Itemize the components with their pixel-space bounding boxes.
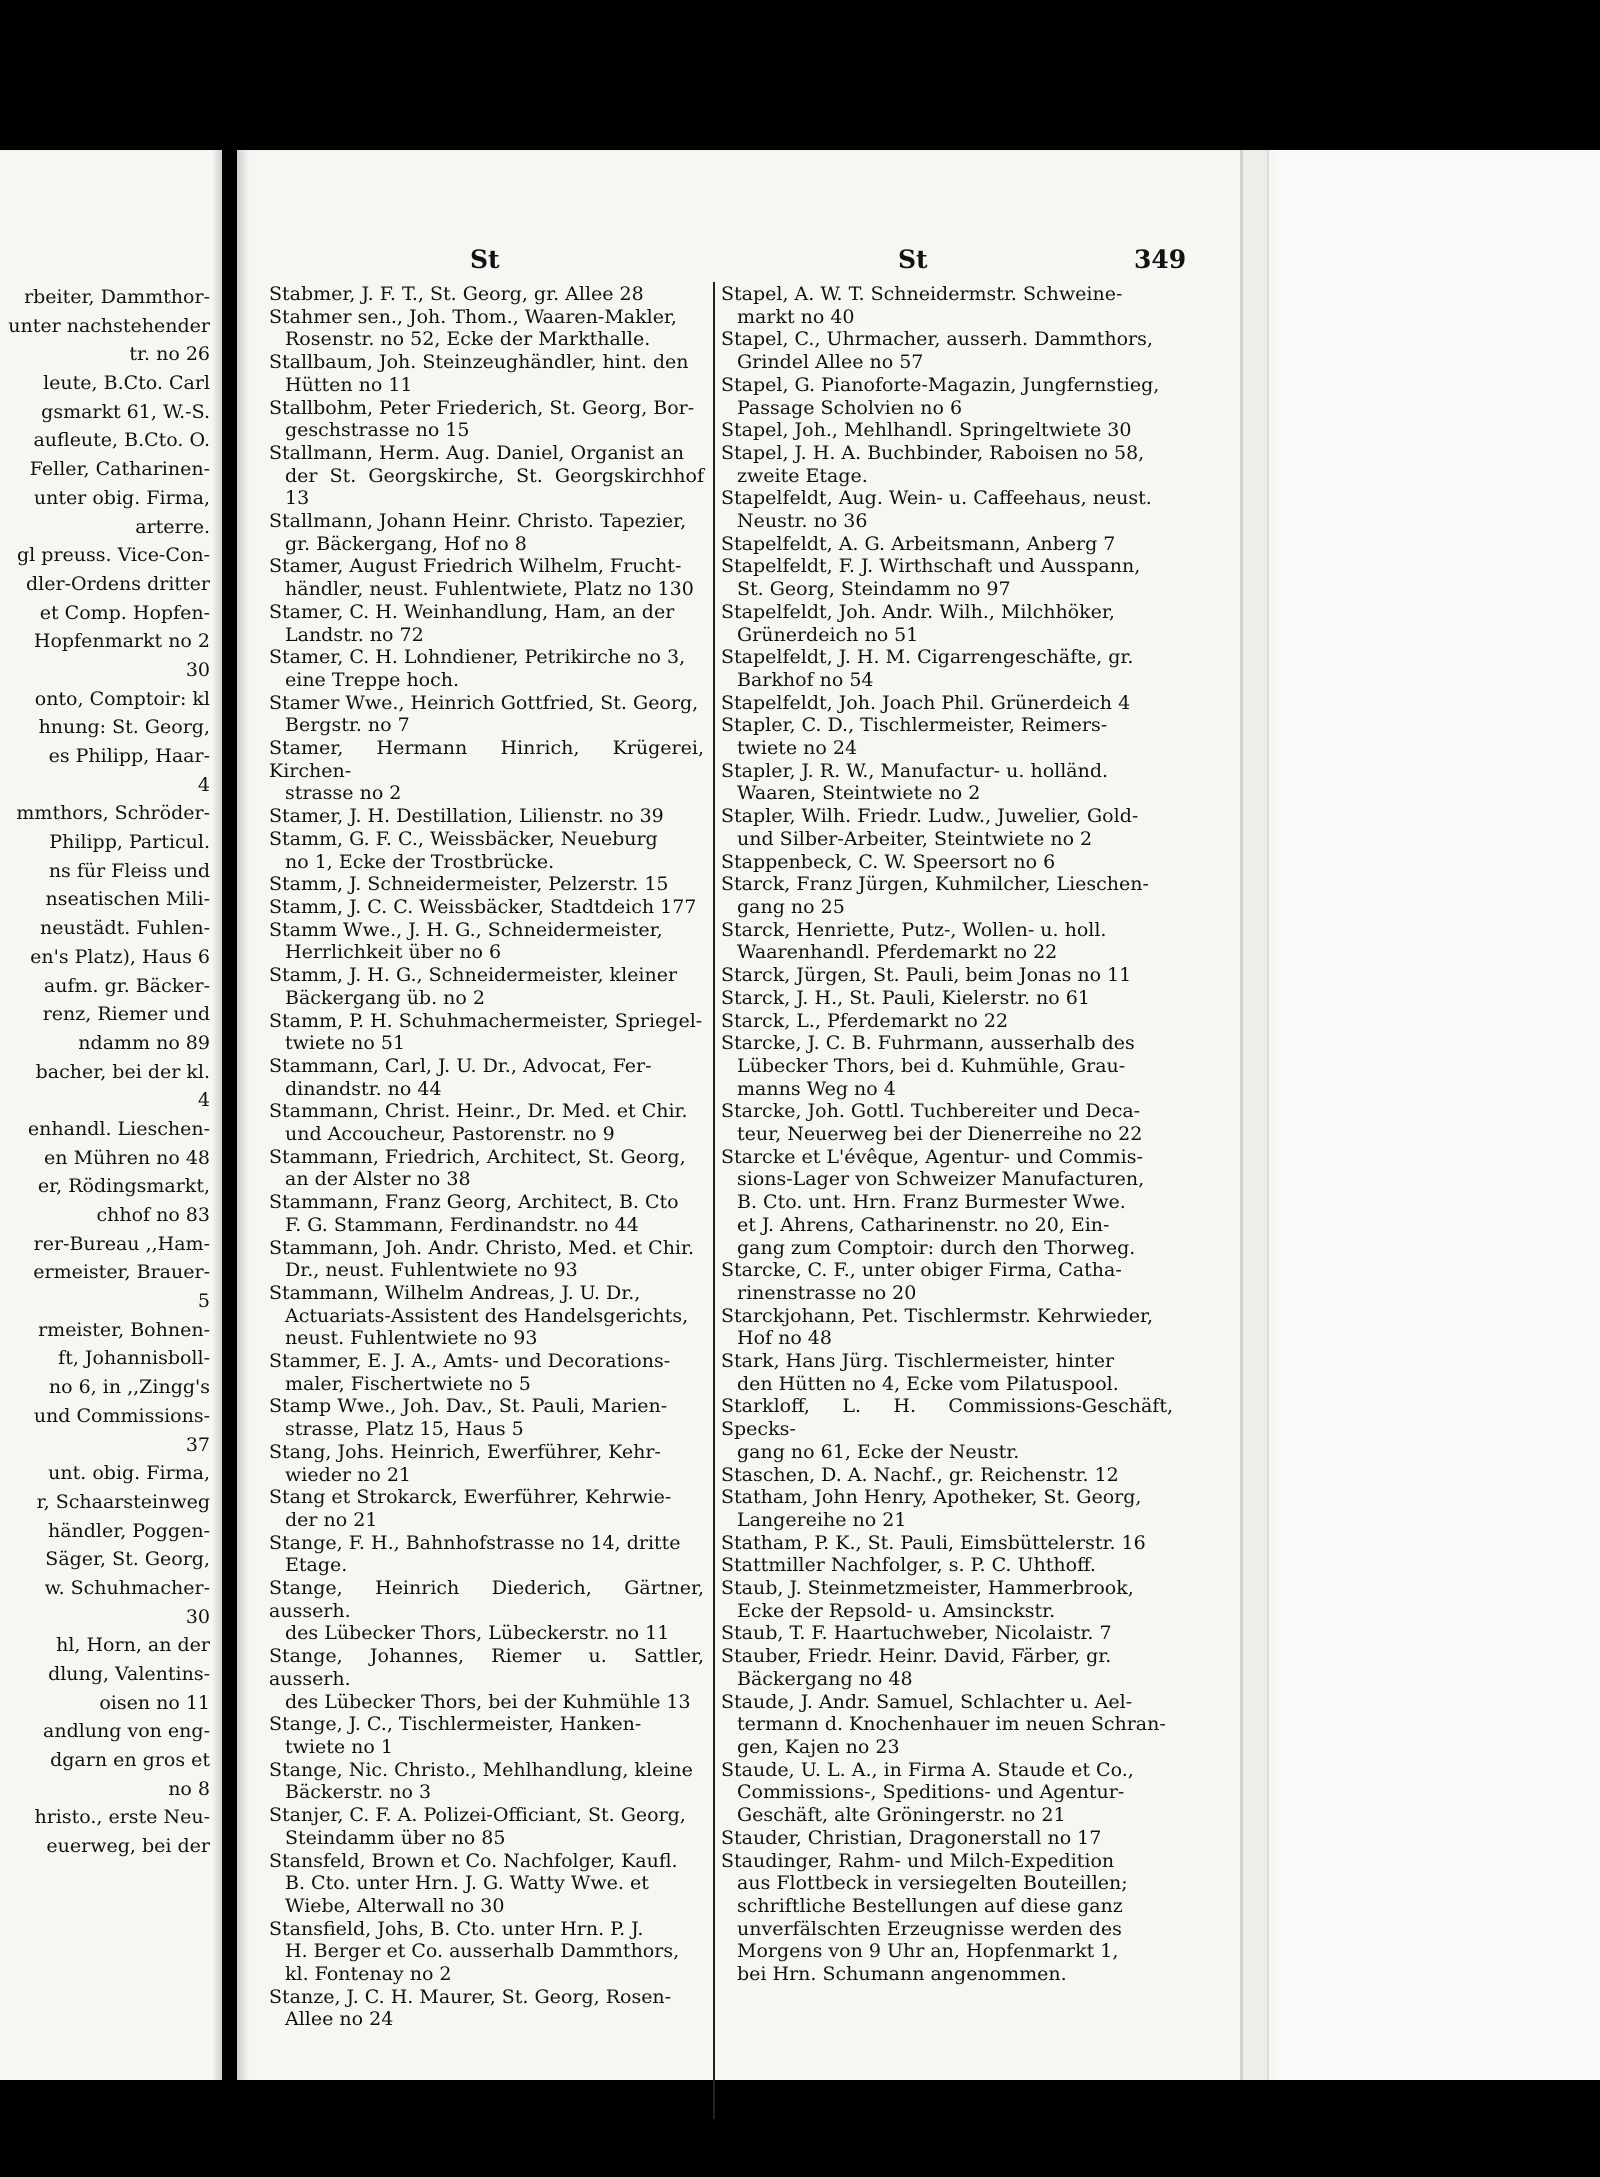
left-page-line: ns für Fleiss und: [48, 859, 210, 882]
directory-entry: [721, 1532, 1173, 1555]
directory-entry: [269, 351, 704, 396]
entry-head: Stallmann, Johann Heinr. Christo. Tapezier,: [269, 510, 687, 533]
entry-head: Starck, L., Pferdemarkt no 22: [721, 1009, 1009, 1032]
entry-continuation: eine Treppe hoch.: [285, 668, 460, 691]
entry-head: Stammann, Christ. Heinr., Dr. Med. et Chir.: [269, 1100, 688, 1123]
left-page-line: hristo., erste Neu-: [34, 1806, 210, 1829]
left-page-line: gsmarkt 61, W.-S.: [41, 400, 210, 423]
entry-head: Stammann, Carl, J. U. Dr., Advocat, Fer-: [269, 1054, 652, 1077]
entry-continuation: Geschäft, alte Gröningerstr. no 21: [737, 1804, 1066, 1827]
entry-continuation: gang zum Comptoir: durch den Thorweg.: [737, 1236, 1136, 1259]
directory-entry: [721, 1100, 1173, 1145]
entry-head: Starcke et L'évêque, Agentur- und Commis-: [721, 1145, 1143, 1168]
directory-entry: [269, 1645, 704, 1713]
entry-continuation: Commissions-, Speditions- und Agentur-: [737, 1781, 1125, 1804]
entry-head: Starck, Henriette, Putz-, Wollen- u. holl.: [721, 918, 1107, 941]
directory-entry: [269, 1532, 704, 1577]
page-edge: [1240, 150, 1243, 2080]
entry-head: Stallbaum, Joh. Steinzeughändler, hint. den: [269, 351, 689, 374]
left-page-line: rer-Bureau ,,Ham-: [33, 1232, 210, 1255]
directory-entry: [269, 1350, 704, 1395]
left-page-line: ft, Johannisboll-: [58, 1347, 210, 1370]
directory-entry: [721, 1691, 1173, 1759]
entry-continuation: Ecke der Repsold- u. Amsinckstr.: [737, 1599, 1056, 1622]
left-page-line: ermeister, Brauer-: [33, 1261, 210, 1284]
entry-continuation: dinandstr. no 44: [285, 1077, 442, 1100]
directory-entry: [721, 601, 1173, 646]
entry-continuation: wieder no 21: [285, 1463, 412, 1486]
directory-entry: [269, 1804, 704, 1849]
directory-entry: [721, 919, 1173, 964]
entry-head: Stamp Wwe., Joh. Dav., St. Pauli, Marien-: [269, 1395, 668, 1418]
directory-entry: [269, 555, 704, 600]
directory-entry: [721, 1395, 1173, 1463]
entry-head: Stange, Johannes, Riemer u. Sattler, ausserh.: [269, 1645, 704, 1690]
entry-head: Staude, J. Andr. Samuel, Schlachter u. Ael-: [721, 1690, 1133, 1713]
left-page-line: arterre.: [135, 515, 210, 538]
entry-head: Stapel, G. Pianoforte-Magazin, Jungfernstieg,: [721, 373, 1160, 396]
left-page-line: chhof no 83: [96, 1204, 210, 1226]
directory-entry: [269, 283, 704, 306]
entry-head: Stapler, C. D., Tischlermeister, Reimers-: [721, 714, 1108, 737]
entry-continuation: Neustr. no 36: [737, 510, 868, 533]
directory-entry: [269, 1441, 704, 1486]
gutter-shadow: [237, 150, 249, 2080]
directory-entry: [269, 1918, 704, 1986]
entry-continuation: schriftliche Bestellungen auf diese ganz: [737, 1894, 1123, 1917]
entry-continuation: bei Hrn. Schumann angenommen.: [737, 1963, 1067, 1986]
entry-head: Stapelfeldt, Aug. Wein- u. Caffeehaus, neust.: [721, 487, 1152, 510]
entry-continuation: gr. Bäckergang, Hof no 8: [285, 532, 527, 555]
entry-head: Stapel, C., Uhrmacher, ausserh. Dammthors,: [721, 328, 1153, 351]
directory-entry: [721, 374, 1173, 419]
entry-continuation: Grindel Allee no 57: [737, 351, 924, 374]
entry-continuation: des Lübecker Thors, bei der Kuhmühle 13: [285, 1690, 691, 1713]
entry-continuation: Steindamm über no 85: [285, 1826, 506, 1849]
entry-head: Stark, Hans Jürg. Tischlermeister, hinter: [721, 1350, 1115, 1373]
entry-head: Stammann, Joh. Andr. Christo, Med. et Chir.: [269, 1236, 695, 1259]
entry-continuation: geschstrasse no 15: [285, 419, 470, 442]
directory-entry: [721, 328, 1173, 373]
left-page-line: rmeister, Bohnen-: [38, 1318, 210, 1341]
directory-entry: [721, 1146, 1173, 1260]
directory-entry: [721, 1759, 1173, 1827]
entry-head: Stapel, J. H. A. Buchbinder, Raboisen no 58,: [721, 441, 1145, 464]
entry-continuation: aus Flottbeck in versiegelten Bouteillen;: [737, 1872, 1128, 1895]
entry-head: Stamer, Hermann Hinrich, Krügerei, Kirchen-: [269, 737, 704, 782]
left-page-line: ndamm no 89: [78, 1031, 210, 1054]
entry-continuation: unverfälschten Erzeugnisse werden des: [737, 1917, 1122, 1940]
left-page-line: renz, Riemer und: [42, 1003, 210, 1026]
directory-entry: [269, 1237, 704, 1282]
directory-entry: [721, 555, 1173, 600]
entry-continuation: Dr., neust. Fuhlentwiete no 93: [285, 1259, 578, 1282]
directory-entry: [269, 1146, 704, 1191]
directory-entry: [269, 964, 704, 1009]
left-page-line: rbeiter, Dammthor-: [24, 286, 210, 308]
entry-continuation: markt no 40: [737, 305, 855, 328]
left-page-line: neustädt. Fuhlen-: [40, 917, 210, 940]
entry-continuation: teur, Neuerweg bei der Dienerreihe no 22: [737, 1123, 1143, 1146]
entry-continuation: H. Berger et Co. ausserhalb Dammthors,: [285, 1940, 680, 1963]
directory-entry: [721, 646, 1173, 691]
directory-entry: [721, 760, 1173, 805]
directory-entry: [269, 805, 704, 828]
directory-entry: [721, 1577, 1173, 1622]
entry-continuation: Etage.: [285, 1554, 348, 1577]
directory-entry: [721, 283, 1173, 328]
entry-head: Stammann, Wilhelm Andreas, J. U. Dr.,: [269, 1281, 641, 1304]
directory-entry: [269, 1850, 704, 1918]
entry-head: Stabmer, J. F. T., St. Georg, gr. Allee 28: [269, 283, 644, 305]
entry-head: Stapler, J. R. W., Manufactur- u. holländ.: [721, 759, 1109, 782]
entry-continuation: des Lübecker Thors, Lübeckerstr. no 11: [285, 1622, 670, 1645]
left-page-line: no 8: [168, 1777, 210, 1800]
left-page-line: es Philipp, Haar-: [48, 745, 210, 767]
entry-continuation: Grünerdeich no 51: [737, 623, 919, 646]
left-page-line: w. Schuhmacher-: [44, 1576, 210, 1599]
entry-continuation: Langereihe no 21: [737, 1508, 907, 1531]
entry-head: Stanjer, C. F. A. Polizei-Officiant, St. Georg,: [269, 1804, 686, 1827]
directory-entry: [269, 601, 704, 646]
entry-continuation: Actuariats-Assistent des Handelsgerichts,: [285, 1304, 689, 1327]
entry-continuation: Landstr. no 72: [285, 623, 424, 646]
directory-entry: [269, 1282, 704, 1350]
directory-entry: [721, 1827, 1173, 1850]
directory-entry: [269, 873, 704, 896]
entry-continuation: den Hütten no 4, Ecke vom Pilatuspool.: [737, 1372, 1119, 1395]
entry-continuation: Morgens von 9 Uhr an, Hopfenmarkt 1,: [737, 1940, 1119, 1963]
directory-entry: [721, 533, 1173, 556]
left-page-line: Philipp, Particul.: [49, 831, 210, 854]
entry-continuation: sions-Lager von Schweizer Manufacturen,: [737, 1168, 1145, 1191]
directory-entry: [721, 1486, 1173, 1531]
left-page-line: 5: [197, 1290, 210, 1313]
entry-head: Stapelfeldt, J. H. M. Cigarrengeschäfte, gr.: [721, 646, 1134, 669]
left-page-line: et Comp. Hopfen-: [39, 601, 210, 624]
left-page-line: und Commissions-: [33, 1404, 210, 1427]
left-page-line: Säger, St. Georg,: [45, 1548, 210, 1571]
entry-head: Statham, John Henry, Apotheker, St. Georg,: [721, 1486, 1142, 1509]
entry-continuation: gen, Kajen no 23: [737, 1736, 900, 1758]
entry-continuation: gang no 61, Ecke der Neustr.: [737, 1440, 1020, 1463]
entry-head: Stauder, Christian, Dragonerstall no 17: [721, 1826, 1102, 1849]
entry-head: Staudinger, Rahm- und Milch-Expedition: [721, 1849, 1115, 1872]
entry-head: Stallbohm, Peter Friederich, St. Georg, Bor-: [269, 396, 695, 419]
entry-continuation: und Silber-Arbeiter, Steintwiete no 2: [737, 827, 1093, 850]
directory-entry: [721, 987, 1173, 1010]
entry-continuation: neust. Fuhlentwiete no 93: [285, 1327, 538, 1350]
left-page-line: hnung: St. Georg,: [38, 716, 210, 739]
entry-head: Starcke, J. C. B. Fuhrmann, ausserhalb des: [721, 1032, 1135, 1055]
directory-entry: [269, 397, 704, 442]
directory-entry: [269, 919, 704, 964]
entry-head: Stange, F. H., Bahnhofstrasse no 14, dritte: [269, 1531, 681, 1554]
left-page-line: hl, Horn, an der: [56, 1634, 210, 1657]
left-page-line: Hopfenmarkt no 2: [33, 630, 210, 653]
directory-entry: [269, 1010, 704, 1055]
entry-head: Stanze, J. C. H. Maurer, St. Georg, Rosen-: [269, 1985, 672, 2008]
entry-head: Stange, Heinrich Diederich, Gärtner, ausserh.: [269, 1577, 704, 1622]
directory-entry: [269, 510, 704, 555]
left-page-line: nseatischen Mili-: [45, 888, 210, 911]
entry-head: Stang, Johs. Heinrich, Ewerführer, Kehr-: [269, 1440, 661, 1463]
entry-continuation: Lübecker Thors, bei d. Kuhmühle, Grau-: [737, 1054, 1126, 1077]
running-header-left: St: [470, 245, 500, 274]
left-page-line: dgarn en gros et: [50, 1749, 210, 1772]
left-page-line: tr. no 26: [129, 343, 210, 366]
left-page-line: aufleute, B.Cto. O.: [33, 429, 210, 452]
entry-continuation: an der Alster no 38: [285, 1168, 471, 1191]
directory-entry: [721, 1032, 1173, 1100]
entry-continuation: Bäckerstr. no 3: [285, 1781, 432, 1804]
entry-continuation: der St. Georgskirche, St. Georgskirchhof 13: [285, 464, 704, 510]
column-rule: [713, 282, 715, 2119]
right-page: [237, 150, 1600, 2080]
entry-head: Stapelfeldt, F. J. Wirthschaft und Ausspann,: [721, 555, 1141, 578]
left-page-line: unter obig. Firma,: [33, 486, 210, 509]
directory-entry: [269, 1191, 704, 1236]
left-page: [0, 150, 222, 2080]
running-header-center: St: [898, 245, 928, 274]
directory-entry: [269, 1100, 704, 1145]
entry-head: Stapel, Joh., Mehlhandl. Springeltwiete 30: [721, 419, 1132, 442]
entry-continuation: gang no 25: [737, 895, 845, 918]
directory-entry: [721, 1350, 1173, 1395]
entry-continuation: F. G. Stammann, Ferdinandstr. no 44: [285, 1213, 639, 1236]
left-page-line: gl preuss. Vice-Con-: [17, 544, 210, 567]
directory-entry: [269, 1395, 704, 1440]
entry-continuation: strasse, Platz 15, Haus 5: [285, 1418, 524, 1441]
entry-head: Stahmer sen., Joh. Thom., Waaren-Makler,: [269, 305, 677, 328]
entry-continuation: und Accoucheur, Pastorenstr. no 9: [285, 1123, 615, 1146]
entry-continuation: twiete no 51: [285, 1032, 406, 1055]
left-page-line: aufm. gr. Bäcker-: [43, 974, 210, 997]
directory-entry: [269, 692, 704, 737]
left-page-text: [0, 283, 210, 1861]
entry-head: Statham, P. K., St. Pauli, Eimsbüttelerstr. 16: [721, 1531, 1146, 1554]
entry-head: Stansfield, Johs, B. Cto. unter Hrn. P. J.: [269, 1917, 644, 1940]
entry-head: Stamm, J. C. C. Weissbäcker, Stadtdeich 177: [269, 895, 697, 918]
entry-head: Starcke, Joh. Gottl. Tuchbereiter und Deca-: [721, 1100, 1141, 1123]
entry-head: Stammann, Franz Georg, Architect, B. Cto: [269, 1191, 679, 1214]
entry-head: Stapelfeldt, A. G. Arbeitsmann, Anberg 7: [721, 532, 1116, 555]
entry-head: Stapelfeldt, Joh. Andr. Wilh., Milchhöker,: [721, 600, 1115, 623]
entry-head: Starcke, C. F., unter obiger Firma, Catha-: [721, 1259, 1122, 1282]
entry-head: Stapel, A. W. T. Schneidermstr. Schweine-: [721, 283, 1123, 305]
entry-continuation: kl. Fontenay no 2: [285, 1963, 452, 1986]
directory-entry: [269, 1759, 704, 1804]
entry-continuation: B. Cto. unt. Hrn. Franz Burmester Wwe.: [737, 1191, 1126, 1214]
entry-continuation: et J. Ahrens, Catharinenstr. no 20, Ein-: [737, 1213, 1110, 1236]
left-page-line: euerweg, bei der: [46, 1835, 210, 1858]
left-page-line: dler-Ordens dritter: [26, 572, 210, 595]
entry-continuation: der no 21: [285, 1508, 378, 1531]
entry-head: Stamer, August Friedrich Wilhelm, Frucht-: [269, 555, 682, 578]
directory-entry: [269, 1055, 704, 1100]
left-page-line: r, Schaarsteinweg: [36, 1490, 210, 1513]
left-page-line: 37: [185, 1433, 210, 1456]
entry-continuation: rinenstrasse no 20: [737, 1281, 917, 1304]
entry-head: Stamer, C. H. Lohndiener, Petrikirche no 3,: [269, 646, 686, 669]
entry-head: Starck, Jürgen, St. Pauli, beim Jonas no 11: [721, 964, 1132, 987]
directory-entry: [721, 1010, 1173, 1033]
entry-head: Stammann, Friedrich, Architect, St. Georg,: [269, 1145, 686, 1168]
left-page-line: 30: [185, 658, 210, 681]
left-page-line: unter nachstehender: [8, 314, 210, 337]
left-page-line: händler, Poggen-: [47, 1519, 210, 1542]
entry-continuation: Waarenhandl. Pferdemarkt no 22: [737, 941, 1058, 964]
directory-entry: [721, 805, 1173, 850]
entry-head: Stallmann, Herm. Aug. Daniel, Organist an: [269, 441, 684, 464]
left-page-line: onto, Comptoir: kl: [34, 687, 210, 710]
entry-head: Stattmiller Nachfolger, s. P. C. Uhthoff.: [721, 1554, 1096, 1577]
entry-continuation: Waaren, Steintwiete no 2: [737, 782, 981, 805]
entry-continuation: Hütten no 11: [285, 373, 413, 396]
left-page-line: en Mühren no 48: [44, 1146, 210, 1169]
entry-continuation: händler, neust. Fuhlentwiete, Platz no 130: [285, 578, 694, 601]
left-page-line: bacher, bei der kl.: [35, 1060, 210, 1083]
directory-entry: [721, 714, 1173, 759]
entry-continuation: Hof no 48: [737, 1327, 832, 1350]
entry-head: Stamm Wwe., J. H. G., Schneidermeister,: [269, 918, 663, 941]
entry-continuation: no 1, Ecke der Trostbrücke.: [285, 850, 555, 873]
page-number: 349: [1134, 245, 1187, 274]
entry-head: Staub, J. Steinmetzmeister, Hammerbrook,: [721, 1577, 1134, 1600]
left-page-line: no 6, in ,,Zingg's: [48, 1376, 210, 1399]
entry-head: Stamer, C. H. Weinhandlung, Ham, an der: [269, 600, 675, 623]
left-page-line: er, Rödingsmarkt,: [37, 1175, 210, 1198]
entry-head: Starkloff, L. H. Commissions-Geschäft, Specks-: [721, 1395, 1173, 1441]
directory-entry: [269, 1986, 704, 2031]
directory-entry: [721, 1645, 1173, 1690]
left-page-line: andlung von eng-: [43, 1720, 210, 1743]
entry-continuation: Bäckergang üb. no 2: [285, 986, 485, 1009]
entry-continuation: strasse no 2: [285, 782, 402, 805]
left-page-line: 4: [197, 773, 210, 796]
directory-entry: [721, 964, 1173, 987]
entry-head: Staschen, D. A. Nachf., gr. Reichenstr. 12: [721, 1463, 1119, 1486]
entry-continuation: Rosenstr. no 52, Ecke der Markthalle.: [285, 328, 651, 351]
entry-continuation: maler, Fischertwiete no 5: [285, 1372, 531, 1395]
entry-head: Stappenbeck, C. W. Speersort no 6: [721, 850, 1056, 873]
directory-entry: [721, 419, 1173, 442]
left-page-line: enhandl. Lieschen-: [27, 1117, 210, 1140]
page-edge: [1243, 150, 1267, 2080]
left-page-line: 30: [185, 1605, 210, 1628]
entry-continuation: Wiebe, Alterwall no 30: [285, 1894, 505, 1917]
directory-entry: [269, 306, 704, 351]
directory-entry: [721, 1464, 1173, 1487]
entry-continuation: Bäckergang no 48: [737, 1667, 913, 1690]
left-page-line: leute, B.Cto. Carl: [43, 372, 210, 395]
entry-head: Stange, J. C., Tischlermeister, Hanken-: [269, 1713, 642, 1736]
entry-continuation: manns Weg no 4: [737, 1077, 896, 1100]
entry-head: Starck, J. H., St. Pauli, Kielerstr. no 61: [721, 986, 1090, 1009]
directory-entry: [269, 1713, 704, 1758]
entry-head: Stamm, G. F. C., Weissbäcker, Neueburg: [269, 827, 658, 850]
left-page-line: en's Platz), Haus 6: [30, 945, 210, 968]
directory-entry: [721, 1554, 1173, 1577]
entry-head: Stamm, J. Schneidermeister, Pelzerstr. 15: [269, 873, 669, 896]
left-page-line: 4: [197, 1089, 210, 1112]
directory-entry: [721, 487, 1173, 532]
entry-head: Staude, U. L. A., in Firma A. Staude et Co.,: [721, 1758, 1134, 1781]
entry-head: Stansfeld, Brown et Co. Nachfolger, Kaufl.: [269, 1849, 678, 1872]
entry-head: Stapelfeldt, Joh. Joach Phil. Grünerdeich 4: [721, 691, 1131, 714]
left-page-line: dlung, Valentins-: [48, 1663, 210, 1685]
entry-head: Stauber, Friedr. Heinr. David, Färber, gr.: [721, 1645, 1112, 1668]
directory-entry: [721, 1259, 1173, 1304]
entry-head: Stange, Nic. Christo., Mehlhandlung, kleine: [269, 1758, 693, 1781]
entry-continuation: twiete no 24: [737, 737, 858, 760]
page-margin: [1277, 150, 1600, 2080]
directory-entry: [269, 1486, 704, 1531]
gutter-shadow: [212, 150, 222, 2080]
entry-head: Stamm, J. H. G., Schneidermeister, kleiner: [269, 964, 678, 987]
entry-continuation: termann d. Knochenhauer im neuen Schran-: [737, 1713, 1166, 1736]
directory-entry: [269, 646, 704, 691]
directory-entry: [269, 828, 704, 873]
directory-column-left: [269, 283, 704, 2031]
entry-head: Stamer, J. H. Destillation, Lilienstr. no 39: [269, 805, 664, 828]
entry-head: Starckjohann, Pet. Tischlermstr. Kehrwieder,: [721, 1304, 1154, 1327]
entry-continuation: Allee no 24: [285, 2008, 394, 2031]
left-page-line: oisen no 11: [99, 1691, 210, 1714]
page-edge: [1267, 150, 1269, 2080]
directory-entry: [269, 737, 704, 805]
entry-head: Starck, Franz Jürgen, Kuhmilcher, Lieschen-: [721, 873, 1149, 896]
directory-entry: [269, 896, 704, 919]
entry-continuation: St. Georg, Steindamm no 97: [737, 578, 1011, 601]
directory-entry: [269, 442, 704, 510]
entry-continuation: B. Cto. unter Hrn. J. G. Watty Wwe. et: [285, 1872, 649, 1895]
entry-head: Stamm, P. H. Schuhmachermeister, Spriegel-: [269, 1009, 703, 1032]
directory-entry: [269, 1577, 704, 1645]
directory-entry: [721, 1622, 1173, 1645]
entry-head: Stapler, Wilh. Friedr. Ludw., Juwelier, Gold-: [721, 805, 1139, 828]
entry-continuation: Passage Scholvien no 6: [737, 396, 963, 419]
directory-entry: [721, 1305, 1173, 1350]
entry-head: Stang et Strokarck, Ewerführer, Kehrwie-: [269, 1486, 672, 1509]
directory-entry: [721, 851, 1173, 874]
entry-continuation: zweite Etage.: [737, 464, 868, 487]
directory-column-right: [721, 283, 1173, 1986]
entry-head: Stammer, E. J. A., Amts- und Decorations-: [269, 1350, 671, 1373]
directory-entry: [721, 442, 1173, 487]
directory-entry: [721, 1850, 1173, 1986]
entry-continuation: twiete no 1: [285, 1736, 393, 1758]
entry-continuation: Herrlichkeit über no 6: [285, 941, 502, 964]
left-page-line: unt. obig. Firma,: [48, 1462, 210, 1485]
entry-continuation: Barkhof no 54: [737, 668, 874, 691]
entry-head: Staub, T. F. Haartuchweber, Nicolaistr. 7: [721, 1622, 1112, 1645]
directory-entry: [721, 873, 1173, 918]
left-page-line: Feller, Catharinen-: [29, 458, 210, 481]
entry-head: Stamer Wwe., Heinrich Gottfried, St. Georg,: [269, 691, 699, 714]
left-page-line: mmthors, Schröder-: [16, 802, 210, 825]
directory-entry: [721, 692, 1173, 715]
entry-continuation: Bergstr. no 7: [285, 714, 410, 737]
